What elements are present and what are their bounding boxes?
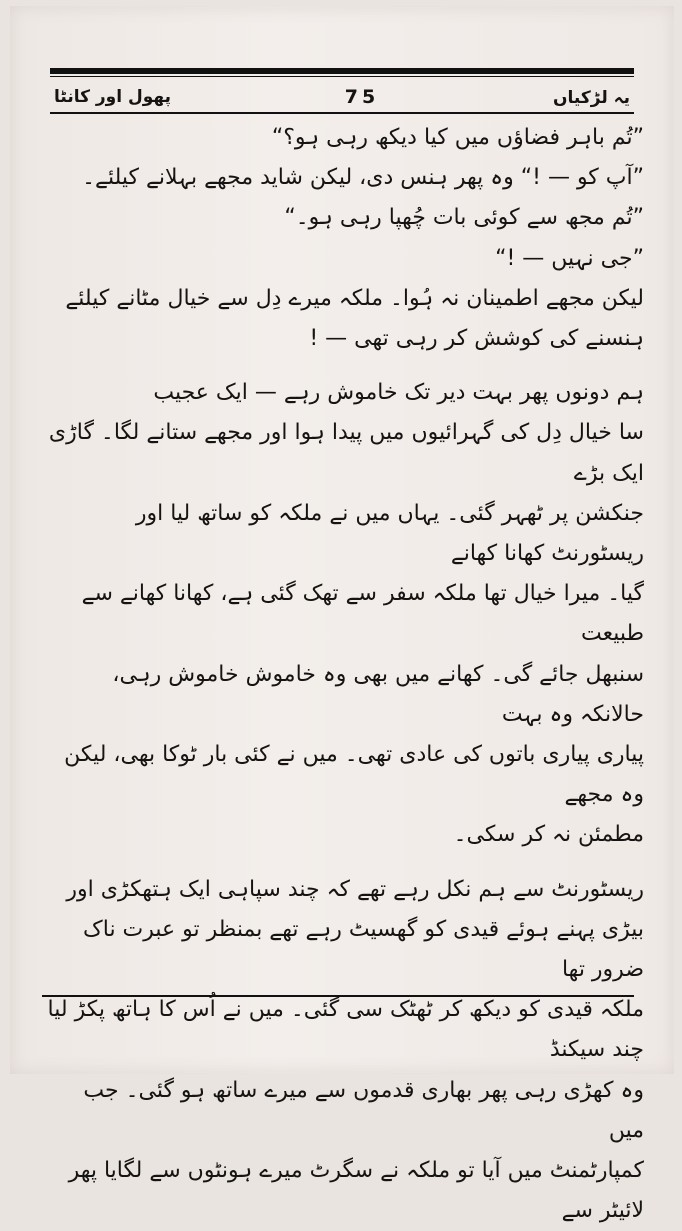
text-line: لیکن مجھے اطمینان نہ ہُوا۔ ملکہ میرے دِل سے خیال مٹانے کیلئے (65, 285, 644, 311)
page-number: 75 (344, 86, 380, 108)
bottom-rule (42, 995, 634, 997)
text-line: ملکہ قیدی کو دیکھ کر ٹھٹک سی گئی۔ میں نے اُس کا ہاتھ پکڑ لیا چند سیکنڈ (47, 997, 644, 1063)
text-line: ہنسنے کی کوشش کر رہی تھی — ! (309, 326, 644, 352)
paragraph-gap (44, 359, 644, 373)
text-line: ریسٹورنٹ سے ہم نکل رہے تھے کہ چند سپاہی ایک ہتھکڑی اور (66, 876, 644, 902)
text-line: کمپارٹمنٹ میں آیا تو ملکہ نے سگرٹ میرے ہونٹوں سے لگایا پھر لائیٹر سے (68, 1158, 644, 1224)
text-line: ”تُم باہر فضاؤں میں کیا دیکھ رہی ہو؟“ (271, 125, 644, 150)
top-double-rule (50, 68, 634, 74)
text-line: ”آپ کو — !“ وہ پھر ہنس دی، لیکن شاید مجھے بہلانے کیلئے۔ (82, 165, 644, 191)
text-line: ”جی نہیں — !“ (495, 245, 644, 271)
text-line: ہم دونوں پھر بہت دیر تک خاموش رہے — ایک عجیب (153, 380, 644, 406)
body-text (44, 118, 644, 1231)
running-header (54, 82, 630, 112)
paragraph-gap (44, 856, 644, 870)
text-line: وہ کھڑی رہی پھر بھاری قدموں سے میرے ساتھ ہو گئی۔ جب میں (83, 1077, 644, 1143)
text-line: بیڑی پہنے ہوئے قیدی کو گھسیٹ رہے تھے بمنظر تو عبرت ناک ضرور تھا (83, 916, 644, 983)
text-line: سا خیال دِل کی گہرائیوں میں پیدا ہوا اور مجھے ستانے لگا۔ گاڑی ایک بڑے (48, 420, 644, 486)
text-line: گیا۔ میرا خیال تھا ملکہ سفر سے تھک گئی ہے، کھانا کھانے سے طبیعت (81, 581, 644, 647)
text-line: ”تُم مجھ سے کوئی بات چُھپا رہی ہو۔“ (284, 205, 644, 231)
chapter-title: یہ لڑکیاں (553, 87, 630, 108)
book-title: پھول اور کانٹا (54, 87, 172, 107)
header-rule (50, 112, 634, 114)
top-thin-rule (50, 76, 634, 77)
text-line: پیاری پیاری باتوں کی عادی تھی۔ میں نے کئی بار ٹوکا بھی، لیکن وہ مجھے (64, 742, 644, 808)
text-line: مطمئن نہ کر سکی۔ (453, 822, 644, 848)
text-line: جنکشن پر ٹھہر گئی۔ یہاں میں نے ملکہ کو ساتھ لیا اور ریسٹورنٹ کھانا کھانے (135, 500, 644, 567)
text-line: سنبھل جائے گی۔ کھانے میں بھی وہ خاموش خاموش رہی، حالانکہ وہ بہت (112, 661, 644, 727)
